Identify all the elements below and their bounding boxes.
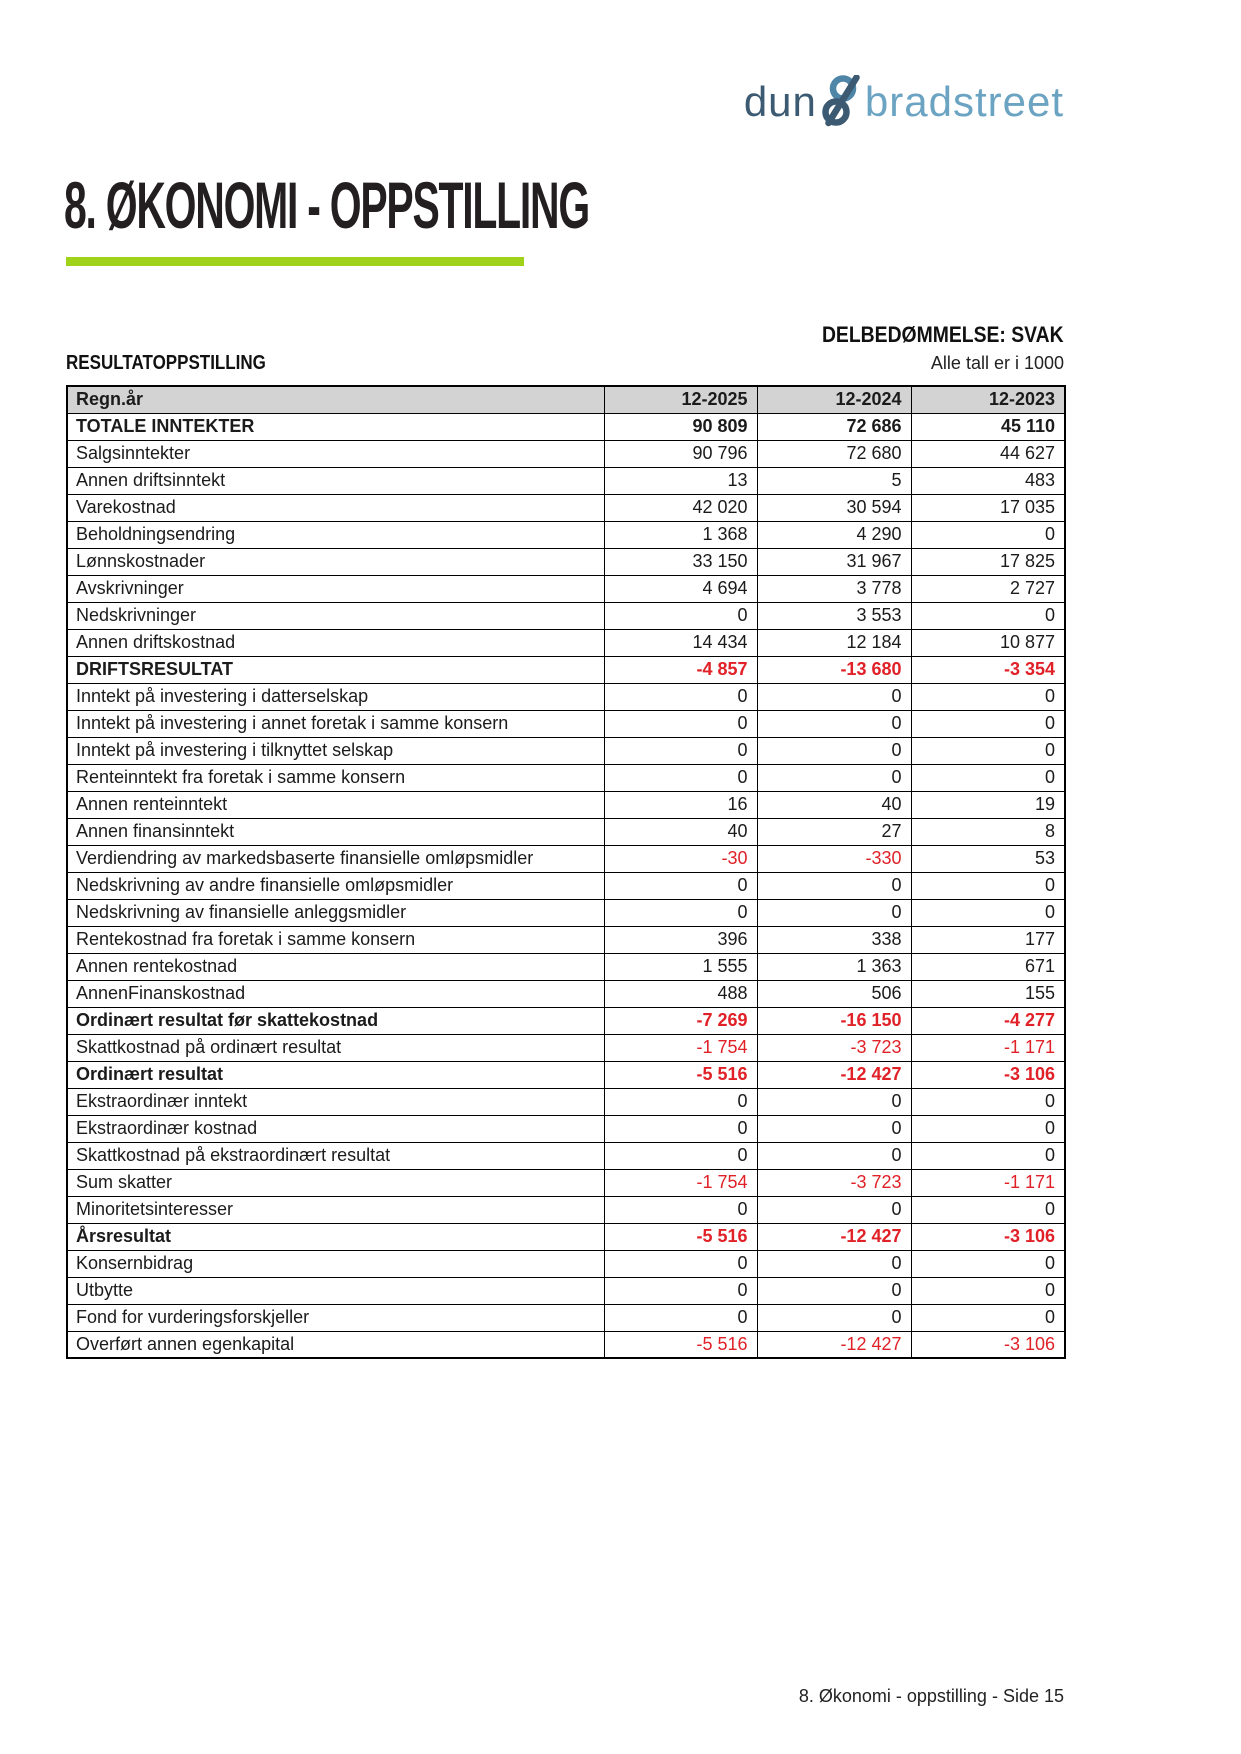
results-table-body: [67, 413, 1065, 1358]
row-label: Salgsinntekter: [67, 440, 604, 467]
row-label: DRIFTSRESULTAT: [67, 656, 604, 683]
cell-value: 45 110: [911, 413, 1065, 440]
cell-value: 0: [757, 1304, 911, 1331]
table-row: [67, 548, 1065, 575]
cell-value: -12 427: [757, 1061, 911, 1088]
cell-value: 155: [911, 980, 1065, 1007]
page-title: 8. ØKONOMI - OPPSTILLING: [64, 168, 589, 242]
row-label: Beholdningsendring: [67, 521, 604, 548]
ampersand-icon: [820, 75, 862, 127]
cell-value: 0: [604, 1250, 757, 1277]
cell-value: 177: [911, 926, 1065, 953]
cell-value: 12 184: [757, 629, 911, 656]
cell-value: 0: [911, 899, 1065, 926]
column-header-year: 12-2024: [757, 386, 911, 413]
cell-value: 0: [911, 764, 1065, 791]
cell-value: 40: [604, 818, 757, 845]
cell-value: 0: [911, 1304, 1065, 1331]
table-row: [67, 791, 1065, 818]
results-table: [66, 385, 1066, 1359]
row-label: Utbytte: [67, 1277, 604, 1304]
table-row: [67, 1196, 1065, 1223]
row-label: Varekostnad: [67, 494, 604, 521]
table-row: [67, 1331, 1065, 1358]
cell-value: 0: [604, 683, 757, 710]
cell-value: 0: [604, 737, 757, 764]
row-label: Annen driftskostnad: [67, 629, 604, 656]
table-row: [67, 1223, 1065, 1250]
cell-value: 0: [757, 683, 911, 710]
cell-value: 2 727: [911, 575, 1065, 602]
row-label: Annen driftsinntekt: [67, 467, 604, 494]
cell-value: -4 277: [911, 1007, 1065, 1034]
cell-value: -3 106: [911, 1331, 1065, 1358]
row-label: Inntekt på investering i tilknyttet selskap: [67, 737, 604, 764]
row-label: Nedskrivninger: [67, 602, 604, 629]
table-row: [67, 710, 1065, 737]
cell-value: 0: [911, 1277, 1065, 1304]
cell-value: -13 680: [757, 656, 911, 683]
row-label: Overført annen egenkapital: [67, 1331, 604, 1358]
cell-value: 0: [604, 1142, 757, 1169]
cell-value: 0: [911, 872, 1065, 899]
table-row: [67, 872, 1065, 899]
cell-value: 0: [604, 1196, 757, 1223]
cell-value: -3 354: [911, 656, 1065, 683]
table-row: [67, 1088, 1065, 1115]
cell-value: 0: [757, 764, 911, 791]
cell-value: 0: [604, 764, 757, 791]
row-label: Lønnskostnader: [67, 548, 604, 575]
table-row: [67, 467, 1065, 494]
cell-value: 0: [757, 1142, 911, 1169]
table-row: [67, 737, 1065, 764]
assessment-label: DELBEDØMMELSE: SVAK: [822, 322, 1064, 347]
cell-value: 396: [604, 926, 757, 953]
row-label: Skattkostnad på ekstraordinært resultat: [67, 1142, 604, 1169]
cell-value: 0: [757, 737, 911, 764]
cell-value: 0: [604, 602, 757, 629]
cell-value: 0: [757, 1115, 911, 1142]
table-row: [67, 980, 1065, 1007]
cell-value: -16 150: [757, 1007, 911, 1034]
row-label: TOTALE INNTEKTER: [67, 413, 604, 440]
table-row: [67, 845, 1065, 872]
cell-value: -5 516: [604, 1223, 757, 1250]
cell-value: 0: [757, 899, 911, 926]
cell-value: 0: [604, 872, 757, 899]
cell-value: 0: [604, 710, 757, 737]
row-label: Annen finansinntekt: [67, 818, 604, 845]
dun-and-bradstreet-logo: [744, 76, 1064, 128]
table-row: [67, 1169, 1065, 1196]
table-row: [67, 413, 1065, 440]
cell-value: 0: [757, 1088, 911, 1115]
cell-value: 44 627: [911, 440, 1065, 467]
column-header-year: 12-2025: [604, 386, 757, 413]
cell-value: 17 035: [911, 494, 1065, 521]
cell-value: 0: [911, 737, 1065, 764]
cell-value: 4 694: [604, 575, 757, 602]
cell-value: 30 594: [757, 494, 911, 521]
cell-value: 0: [604, 1304, 757, 1331]
cell-value: -1 754: [604, 1034, 757, 1061]
cell-value: 0: [911, 1088, 1065, 1115]
table-row: [67, 1061, 1065, 1088]
cell-value: 90 809: [604, 413, 757, 440]
cell-value: -5 516: [604, 1061, 757, 1088]
row-label: Skattkostnad på ordinært resultat: [67, 1034, 604, 1061]
logo-word-bradstreet: bradstreet: [864, 78, 1064, 125]
cell-value: 72 686: [757, 413, 911, 440]
cell-value: -1 171: [911, 1034, 1065, 1061]
cell-value: 40: [757, 791, 911, 818]
cell-value: -3 723: [757, 1034, 911, 1061]
cell-value: 27: [757, 818, 911, 845]
cell-value: 0: [757, 1250, 911, 1277]
row-label: Rentekostnad fra foretak i samme konsern: [67, 926, 604, 953]
cell-value: 0: [911, 1142, 1065, 1169]
cell-value: 14 434: [604, 629, 757, 656]
cell-value: 31 967: [757, 548, 911, 575]
cell-value: -3 723: [757, 1169, 911, 1196]
row-label: Renteinntekt fra foretak i samme konsern: [67, 764, 604, 791]
row-label: Nedskrivning av andre finansielle omløpsmidler: [67, 872, 604, 899]
cell-value: 1 363: [757, 953, 911, 980]
table-row: [67, 818, 1065, 845]
column-header-year: 12-2023: [911, 386, 1065, 413]
cell-value: 0: [911, 1115, 1065, 1142]
header-row: [67, 386, 1065, 413]
table-row: [67, 575, 1065, 602]
cell-value: 16: [604, 791, 757, 818]
cell-value: -7 269: [604, 1007, 757, 1034]
cell-value: 5: [757, 467, 911, 494]
row-label: AnnenFinanskostnad: [67, 980, 604, 1007]
row-label: Inntekt på investering i datterselskap: [67, 683, 604, 710]
row-label: Fond for vurderingsforskjeller: [67, 1304, 604, 1331]
table-row: [67, 1142, 1065, 1169]
cell-value: -3 106: [911, 1061, 1065, 1088]
cell-value: -3 106: [911, 1223, 1065, 1250]
cell-value: 506: [757, 980, 911, 1007]
table-row: [67, 764, 1065, 791]
table-row: [67, 899, 1065, 926]
results-table-header: [67, 386, 1065, 413]
row-label: Konsernbidrag: [67, 1250, 604, 1277]
row-label: Verdiendring av markedsbaserte finansielle omløpsmidler: [67, 845, 604, 872]
cell-value: 0: [757, 872, 911, 899]
cell-value: 338: [757, 926, 911, 953]
table-row: [67, 629, 1065, 656]
row-label: Annen rentekostnad: [67, 953, 604, 980]
table-row: [67, 683, 1065, 710]
cell-value: 53: [911, 845, 1065, 872]
cell-value: -330: [757, 845, 911, 872]
table-row: [67, 602, 1065, 629]
cell-value: 3 778: [757, 575, 911, 602]
row-label: Sum skatter: [67, 1169, 604, 1196]
cell-value: -12 427: [757, 1331, 911, 1358]
column-header-label: Regn.år: [67, 386, 604, 413]
row-label: Minoritetsinteresser: [67, 1196, 604, 1223]
cell-value: 13: [604, 467, 757, 494]
cell-value: -12 427: [757, 1223, 911, 1250]
cell-value: 0: [757, 710, 911, 737]
cell-value: 671: [911, 953, 1065, 980]
table-row: [67, 926, 1065, 953]
cell-value: 0: [757, 1277, 911, 1304]
cell-value: 0: [604, 1277, 757, 1304]
cell-value: 0: [604, 1115, 757, 1142]
row-label: Ekstraordinær kostnad: [67, 1115, 604, 1142]
cell-value: 90 796: [604, 440, 757, 467]
table-row: [67, 1250, 1065, 1277]
cell-value: -30: [604, 845, 757, 872]
cell-value: -1 171: [911, 1169, 1065, 1196]
cell-value: 4 290: [757, 521, 911, 548]
table-row: [67, 953, 1065, 980]
table-row: [67, 1007, 1065, 1034]
table-row: [67, 656, 1065, 683]
cell-value: 0: [604, 1088, 757, 1115]
cell-value: 10 877: [911, 629, 1065, 656]
cell-value: 3 553: [757, 602, 911, 629]
cell-value: 483: [911, 467, 1065, 494]
cell-value: -4 857: [604, 656, 757, 683]
cell-value: 0: [911, 1196, 1065, 1223]
page-footer: 8. Økonomi - oppstilling - Side 15: [798, 1686, 1064, 1706]
table-row: [67, 494, 1065, 521]
cell-value: 0: [911, 521, 1065, 548]
cell-value: 72 680: [757, 440, 911, 467]
cell-value: -5 516: [604, 1331, 757, 1358]
cell-value: 0: [604, 899, 757, 926]
cell-value: 0: [911, 602, 1065, 629]
table-row: [67, 521, 1065, 548]
row-label: Ordinært resultat før skattekostnad: [67, 1007, 604, 1034]
table-row: [67, 1277, 1065, 1304]
table-row: [67, 440, 1065, 467]
row-label: Ordinært resultat: [67, 1061, 604, 1088]
cell-value: 42 020: [604, 494, 757, 521]
row-label: Årsresultat: [67, 1223, 604, 1250]
title-accent-bar: [66, 257, 524, 266]
cell-value: -1 754: [604, 1169, 757, 1196]
cell-value: 17 825: [911, 548, 1065, 575]
table-row: [67, 1034, 1065, 1061]
row-label: Annen renteinntekt: [67, 791, 604, 818]
cell-value: 8: [911, 818, 1065, 845]
row-label: Inntekt på investering i annet foretak i samme konsern: [67, 710, 604, 737]
row-label: Avskrivninger: [67, 575, 604, 602]
table-row: [67, 1304, 1065, 1331]
cell-value: 33 150: [604, 548, 757, 575]
cell-value: 0: [911, 1250, 1065, 1277]
cell-value: 19: [911, 791, 1065, 818]
row-label: Ekstraordinær inntekt: [67, 1088, 604, 1115]
cell-value: 1 555: [604, 953, 757, 980]
cell-value: 0: [911, 710, 1065, 737]
row-label: Nedskrivning av finansielle anleggsmidler: [67, 899, 604, 926]
cell-value: 0: [757, 1196, 911, 1223]
cell-value: 1 368: [604, 521, 757, 548]
logo-word-dun: dun: [743, 78, 817, 125]
cell-value: 488: [604, 980, 757, 1007]
table-row: [67, 1115, 1065, 1142]
units-note: Alle tall er i 1000: [930, 353, 1064, 373]
statement-title: RESULTATOPPSTILLING: [66, 352, 266, 374]
cell-value: 0: [911, 683, 1065, 710]
